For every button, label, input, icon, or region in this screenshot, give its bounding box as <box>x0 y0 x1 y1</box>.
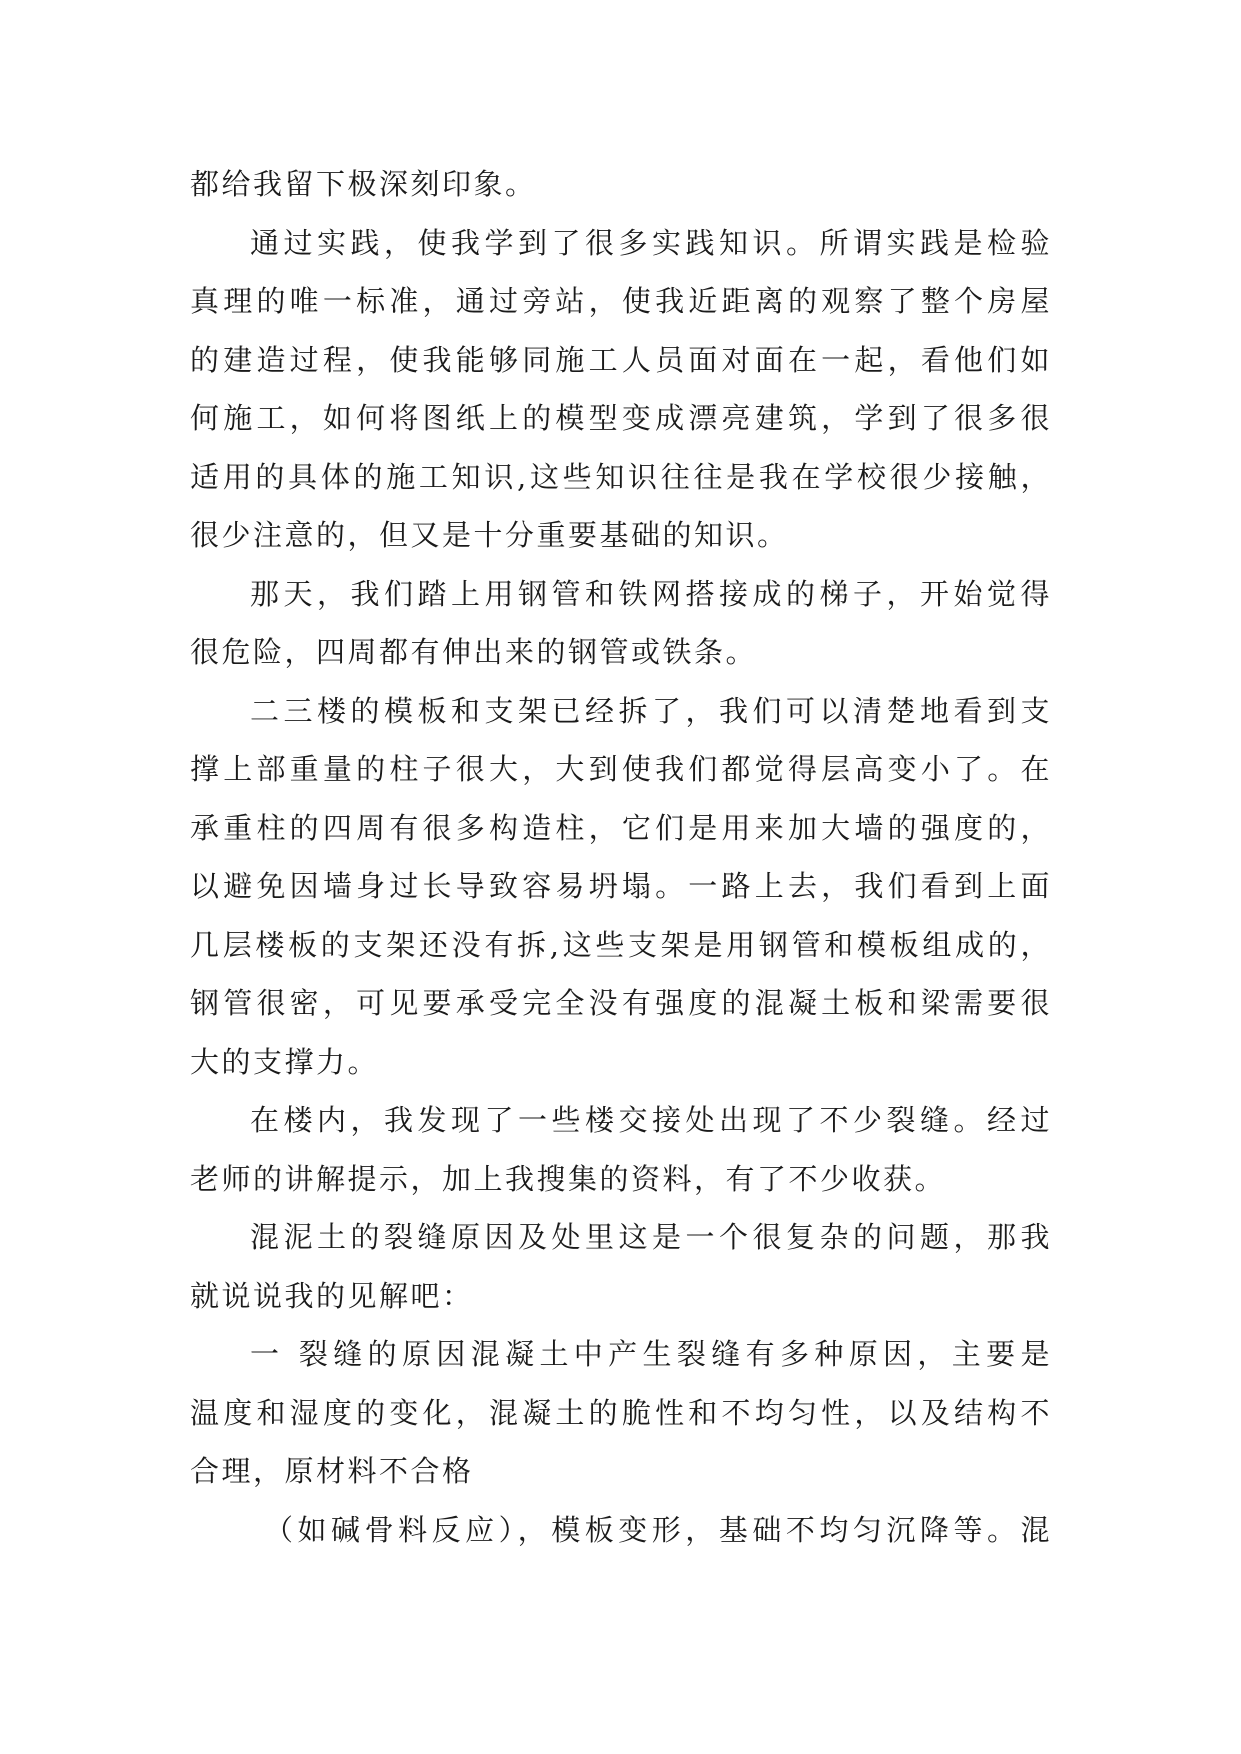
text-line: 很危险，四周都有伸出来的钢管或铁条。 <box>190 635 758 669</box>
paragraph-start-line: 那天，我们踏上用钢管和铁网搭接成的梯子，开始觉得 <box>250 576 1052 611</box>
document-body <box>190 155 1052 1559</box>
paragraph-start-line: 二三楼的模板和支架已经拆了，我们可以清楚地看到支 <box>250 693 1052 728</box>
text-line: 何施工，如何将图纸上的模型变成漂亮建筑，学到了很多很 <box>190 401 1052 435</box>
text-line: 就说说我的见解吧： <box>190 1278 474 1313</box>
text-line: 老师的讲解提示，加上我搜集的资料，有了不少收获。 <box>190 1161 947 1196</box>
text-line: 承重柱的四周有很多构造柱，它们是用来加大墙的强度的， <box>190 810 1052 845</box>
text-line: 温度和湿度的变化，混凝土的脆性和不均匀性，以及结构不 <box>190 1395 1052 1430</box>
text-line: 以避免因墙身过长导致容易坍塌。一路上去，我们看到上面 <box>190 869 1052 903</box>
text-line: 几层楼板的支架还没有拆,这些支架是用钢管和模板组成的， <box>190 927 1052 962</box>
paragraph-start-line: 通过实践，使我学到了很多实践知识。所谓实践是检验 <box>250 225 1052 260</box>
paragraph-start-line: 在楼内，我发现了一些楼交接处出现了不少裂缝。经过 <box>250 1103 1052 1137</box>
text-line: 适用的具体的施工知识,这些知识往往是我在学校很少接触， <box>190 459 1052 494</box>
paragraph-start-line: 混泥土的裂缝原因及处里这是一个很复杂的问题，那我 <box>250 1220 1052 1254</box>
paragraph-start-line: 一 裂缝的原因混凝土中产生裂缝有多种原因，主要是 <box>250 1337 1052 1371</box>
paragraph-start-line: （如碱骨料反应），模板变形，基础不均匀沉降等。混 <box>264 1512 1052 1547</box>
text-line: 合理，原材料不合格 <box>190 1454 474 1488</box>
text-line: 都给我留下极深刻印象。 <box>190 167 537 201</box>
text-line: 大的支撑力。 <box>190 1044 380 1079</box>
text-line: 钢管很密，可见要承受完全没有强度的混凝土板和梁需要很 <box>190 986 1052 1020</box>
text-line: 很少注意的，但又是十分重要基础的知识。 <box>190 518 789 552</box>
text-line: 真理的唯一标准，通过旁站，使我近距离的观察了整个房屋 <box>190 284 1052 318</box>
text-line: 的建造过程，使我能够同施工人员面对面在一起，看他们如 <box>190 342 1052 377</box>
text-line: 撑上部重量的柱子很大，大到使我们都觉得层高变小了。在 <box>190 752 1052 786</box>
